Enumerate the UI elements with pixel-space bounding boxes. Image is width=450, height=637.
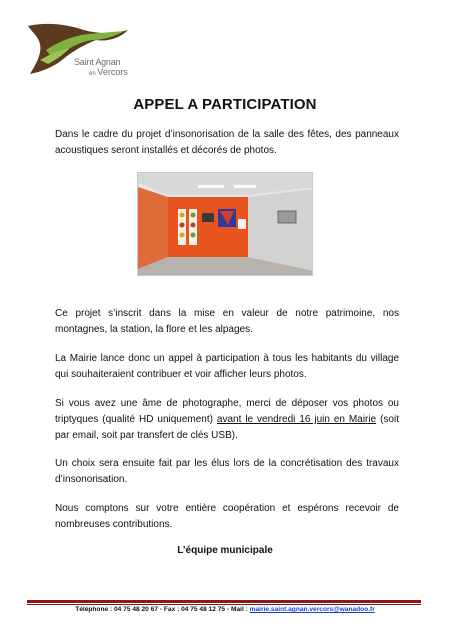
deadline-text: avant le vendredi 16 juin en Mairie: [216, 414, 377, 425]
footer-divider: [27, 600, 421, 605]
page-title: APPEL A PARTICIPATION: [133, 96, 317, 113]
paragraph-closing: Nous comptons sur votre entière coopération et espérons recevoir de nombreuses contributions.: [55, 503, 399, 530]
room-illustration-image: [138, 173, 313, 276]
footer-email-link[interactable]: mairie.saint.agnan.vercors@wanadoo.fr: [249, 606, 375, 613]
logo-subtitle: [89, 67, 128, 77]
paragraph-call: La Mairie lance donc un appel à participation à tous les habitants du village qui souhaiteraient contribuer et voir afficher leurs photos.: [55, 353, 399, 380]
deposit-text: Si vous avez une âme de photographe, merci de déposer vos photos ou triptyques (qualité HD uniquement): [55, 398, 399, 425]
paragraph-deposit: [55, 396, 399, 444]
room-photo: [137, 172, 313, 276]
paragraph-selection: Un choix sera ensuite fait par les élus lors de la concrétisation des travaux d’insonorisation.: [55, 458, 399, 485]
logo-en: en: [89, 71, 96, 77]
paragraph-project: Ce projet s’inscrit dans la mise en valeur de notre patrimoine, nos montagnes, la station, la flore et les alpages.: [55, 308, 399, 335]
deposit-method-text: (soit par email, soit par transfert de clés USB).: [55, 414, 399, 441]
logo-region: Vercors: [97, 67, 128, 77]
paragraph-intro: Dans le cadre du projet d’insonorisation de la salle des fêtes, des panneaux acoustiques seront installés et décorés de photos.: [55, 129, 399, 156]
footer-contact: [0, 606, 450, 613]
logo: [26, 20, 130, 82]
logo-name: Saint Agnan: [74, 57, 121, 67]
footer-phone-fax: Téléphone : 04 75 48 20 67 - Fax : 04 75 48 12 75 - Mail :: [75, 606, 250, 613]
signature: L’équipe municipale: [177, 545, 273, 556]
